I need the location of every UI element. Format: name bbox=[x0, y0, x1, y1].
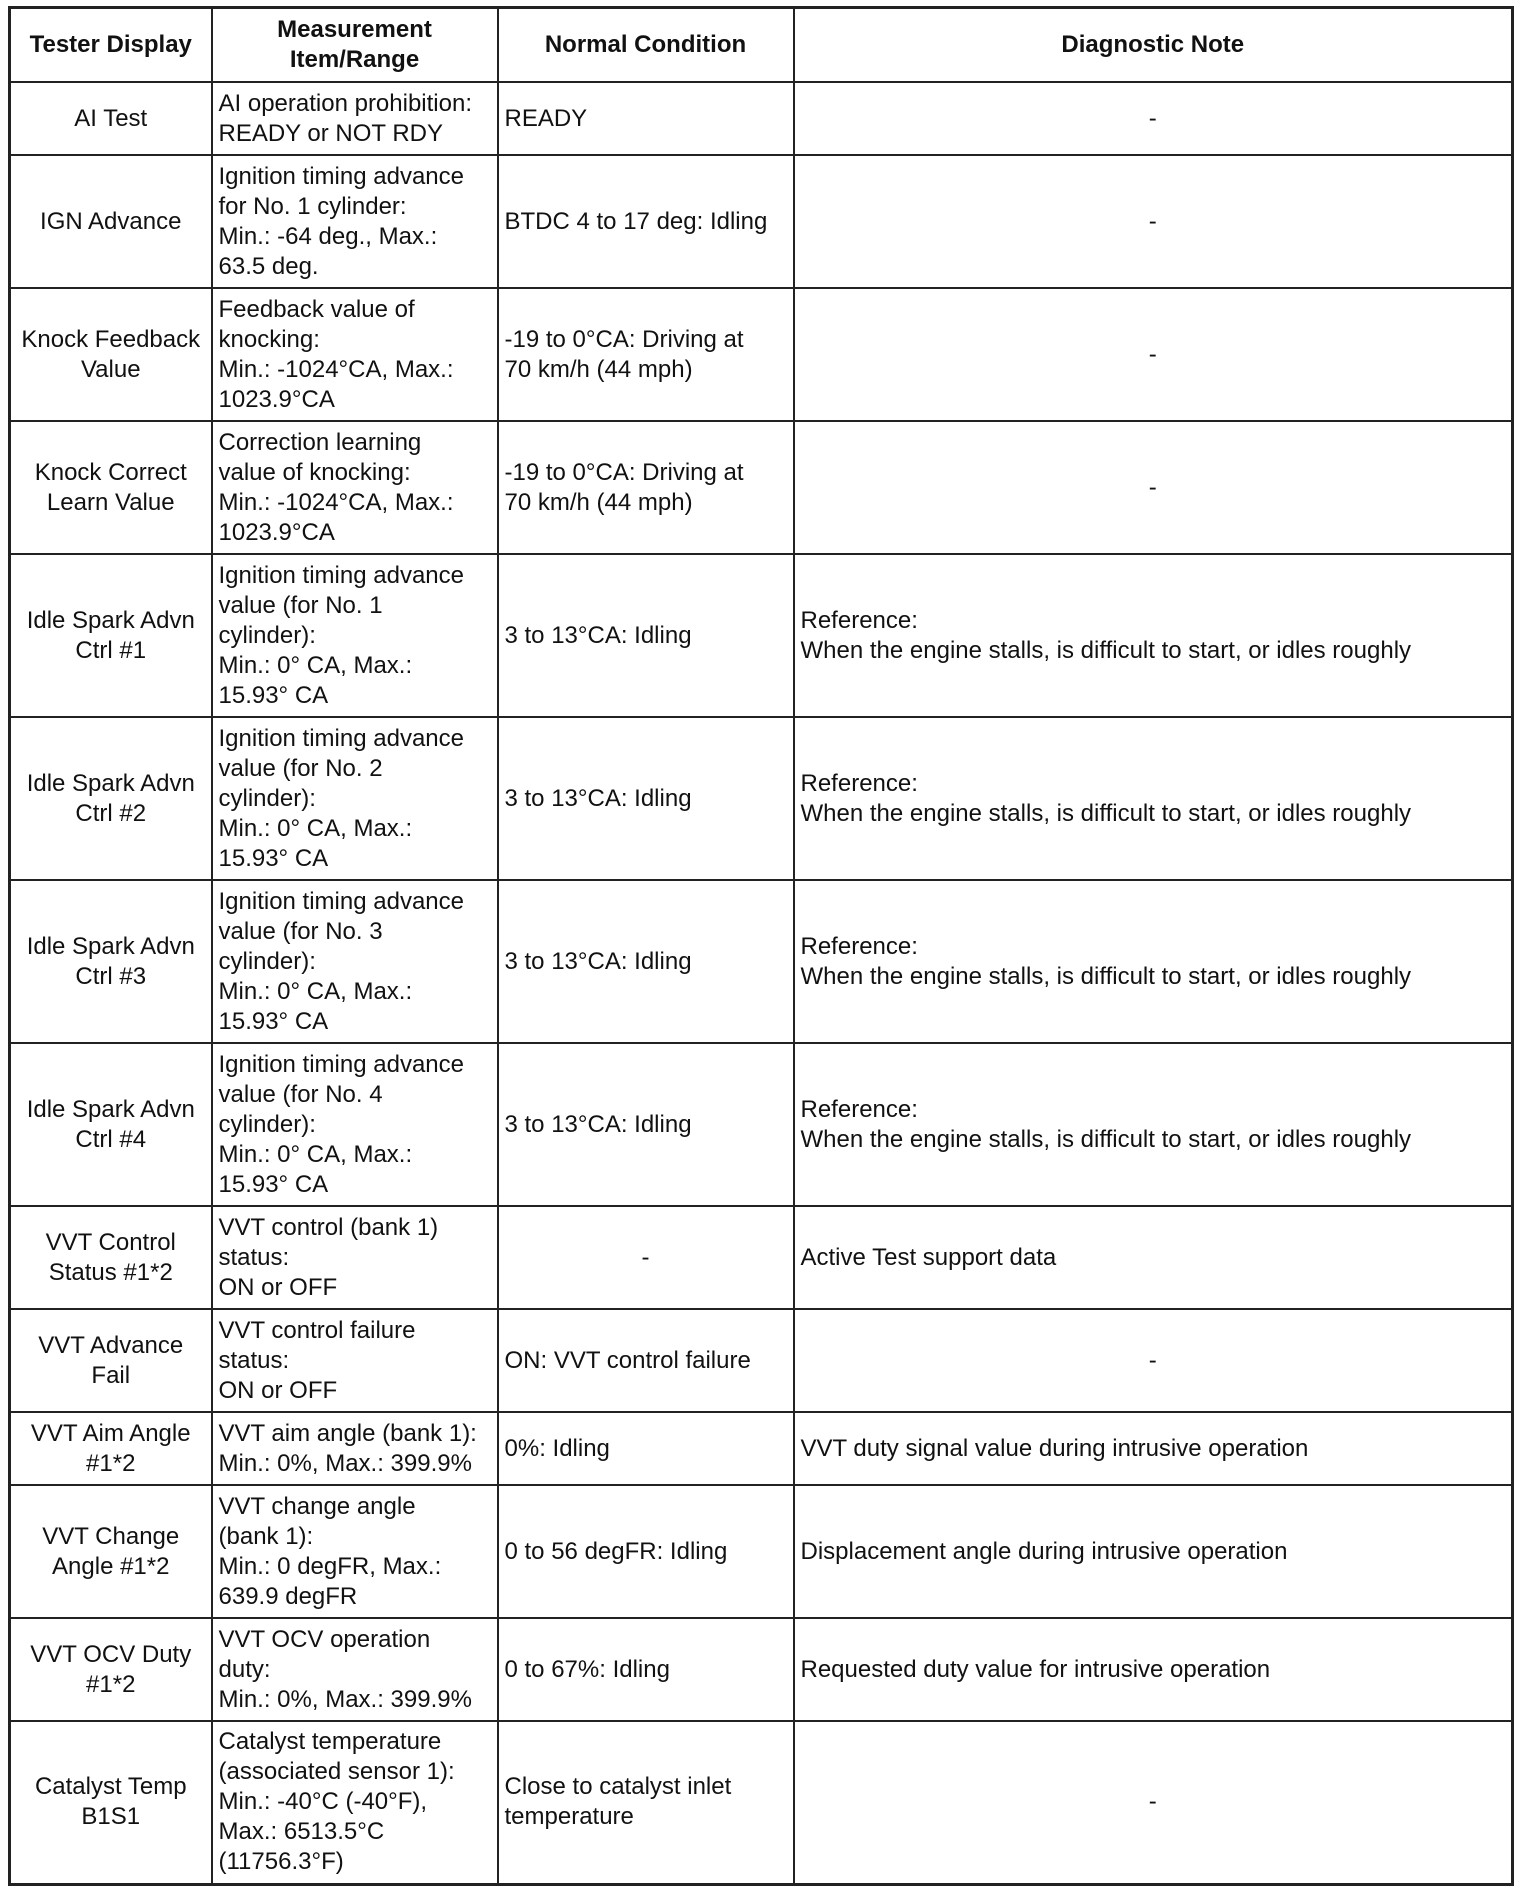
header-tester-display: Tester Display bbox=[10, 8, 212, 83]
header-normal-condition: Normal Condition bbox=[498, 8, 794, 83]
measurement-range-cell: VVT control failure status: ON or OFF bbox=[212, 1309, 498, 1412]
measurement-range-cell: VVT OCV operation duty: Min.: 0%, Max.: 399.9% bbox=[212, 1618, 498, 1721]
tester-display-cell: VVT Change Angle #1*2 bbox=[10, 1485, 212, 1618]
diagnostic-note-cell: VVT duty signal value during intrusive operation bbox=[794, 1412, 1513, 1485]
tester-display-cell: Idle Spark Advn Ctrl #4 bbox=[10, 1043, 212, 1206]
normal-condition-cell: 3 to 13°CA: Idling bbox=[498, 1043, 794, 1206]
measurement-range-cell: Ignition timing advance for No. 1 cylinder: Min.: -64 deg., Max.: 63.5 deg. bbox=[212, 155, 498, 288]
normal-condition-cell: BTDC 4 to 17 deg: Idling bbox=[498, 155, 794, 288]
measurement-range-cell: VVT aim angle (bank 1): Min.: 0%, Max.: 399.9% bbox=[212, 1412, 498, 1485]
normal-condition-cell: 3 to 13°CA: Idling bbox=[498, 880, 794, 1043]
measurement-range-cell: Feedback value of knocking: Min.: -1024°CA, Max.: 1023.9°CA bbox=[212, 288, 498, 421]
normal-condition-cell: ON: VVT control failure bbox=[498, 1309, 794, 1412]
diagnostic-note-cell: - bbox=[794, 1721, 1513, 1884]
table-row bbox=[10, 717, 1513, 880]
table-row bbox=[10, 1618, 1513, 1721]
diagnostic-note-cell: Reference: When the engine stalls, is difficult to start, or idles roughly bbox=[794, 880, 1513, 1043]
table-row bbox=[10, 1721, 1513, 1884]
table-header-row bbox=[10, 8, 1513, 83]
normal-condition-cell: -19 to 0°CA: Driving at 70 km/h (44 mph) bbox=[498, 421, 794, 554]
tester-display-cell: IGN Advance bbox=[10, 155, 212, 288]
table-row bbox=[10, 1412, 1513, 1485]
tester-display-cell: Knock Correct Learn Value bbox=[10, 421, 212, 554]
tester-display-cell: Idle Spark Advn Ctrl #2 bbox=[10, 717, 212, 880]
table-row bbox=[10, 554, 1513, 717]
diagnostic-note-cell: Active Test support data bbox=[794, 1206, 1513, 1309]
header-measurement-item-range: Measurement Item/Range bbox=[212, 8, 498, 83]
normal-condition-cell: 3 to 13°CA: Idling bbox=[498, 554, 794, 717]
diagnostic-note-cell: - bbox=[794, 155, 1513, 288]
normal-condition-cell: 0%: Idling bbox=[498, 1412, 794, 1485]
measurement-range-cell: VVT control (bank 1) status: ON or OFF bbox=[212, 1206, 498, 1309]
table-row bbox=[10, 421, 1513, 554]
measurement-range-cell: Ignition timing advance value (for No. 3 cylinder): Min.: 0° CA, Max.: 15.93° CA bbox=[212, 880, 498, 1043]
table-row bbox=[10, 1485, 1513, 1618]
normal-condition-cell: Close to catalyst inlet temperature bbox=[498, 1721, 794, 1884]
measurement-range-cell: VVT change angle (bank 1): Min.: 0 degFR, Max.: 639.9 degFR bbox=[212, 1485, 498, 1618]
table-row bbox=[10, 1206, 1513, 1309]
tester-display-cell: Knock Feedback Value bbox=[10, 288, 212, 421]
diagnostic-note-cell: - bbox=[794, 82, 1513, 155]
normal-condition-cell: 0 to 56 degFR: Idling bbox=[498, 1485, 794, 1618]
normal-condition-cell: 0 to 67%: Idling bbox=[498, 1618, 794, 1721]
tester-display-cell: VVT Control Status #1*2 bbox=[10, 1206, 212, 1309]
diagnostic-note-cell: Reference: When the engine stalls, is difficult to start, or idles roughly bbox=[794, 554, 1513, 717]
table-row bbox=[10, 1309, 1513, 1412]
measurement-range-cell: Catalyst temperature (associated sensor 1): Min.: -40°C (-40°F), Max.: 6513.5°C (11756.3°F) bbox=[212, 1721, 498, 1884]
normal-condition-cell: - bbox=[498, 1206, 794, 1309]
table-row bbox=[10, 155, 1513, 288]
normal-condition-cell: -19 to 0°CA: Driving at 70 km/h (44 mph) bbox=[498, 288, 794, 421]
tester-display-cell: Idle Spark Advn Ctrl #3 bbox=[10, 880, 212, 1043]
tester-display-cell: VVT Aim Angle #1*2 bbox=[10, 1412, 212, 1485]
normal-condition-cell: 3 to 13°CA: Idling bbox=[498, 717, 794, 880]
measurement-range-cell: Ignition timing advance value (for No. 1 cylinder): Min.: 0° CA, Max.: 15.93° CA bbox=[212, 554, 498, 717]
measurement-range-cell: Ignition timing advance value (for No. 4 cylinder): Min.: 0° CA, Max.: 15.93° CA bbox=[212, 1043, 498, 1206]
tester-display-cell: Idle Spark Advn Ctrl #1 bbox=[10, 554, 212, 717]
tester-display-cell: VVT Advance Fail bbox=[10, 1309, 212, 1412]
diagnostic-note-cell: Requested duty value for intrusive operation bbox=[794, 1618, 1513, 1721]
table-row bbox=[10, 880, 1513, 1043]
measurement-range-cell: Ignition timing advance value (for No. 2 cylinder): Min.: 0° CA, Max.: 15.93° CA bbox=[212, 717, 498, 880]
diagnostic-note-cell: Displacement angle during intrusive operation bbox=[794, 1485, 1513, 1618]
diagnostic-data-table bbox=[8, 6, 1514, 1886]
measurement-range-cell: Correction learning value of knocking: Min.: -1024°CA, Max.: 1023.9°CA bbox=[212, 421, 498, 554]
measurement-range-cell: AI operation prohibition: READY or NOT RDY bbox=[212, 82, 498, 155]
diagnostic-note-cell: Reference: When the engine stalls, is difficult to start, or idles roughly bbox=[794, 717, 1513, 880]
tester-display-cell: Catalyst Temp B1S1 bbox=[10, 1721, 212, 1884]
diagnostic-note-cell: Reference: When the engine stalls, is difficult to start, or idles roughly bbox=[794, 1043, 1513, 1206]
diagnostic-note-cell: - bbox=[794, 421, 1513, 554]
table-row bbox=[10, 288, 1513, 421]
normal-condition-cell: READY bbox=[498, 82, 794, 155]
tester-display-cell: AI Test bbox=[10, 82, 212, 155]
table-row bbox=[10, 1043, 1513, 1206]
header-diagnostic-note: Diagnostic Note bbox=[794, 8, 1513, 83]
table-row bbox=[10, 82, 1513, 155]
diagnostic-note-cell: - bbox=[794, 1309, 1513, 1412]
tester-display-cell: VVT OCV Duty #1*2 bbox=[10, 1618, 212, 1721]
diagnostic-note-cell: - bbox=[794, 288, 1513, 421]
